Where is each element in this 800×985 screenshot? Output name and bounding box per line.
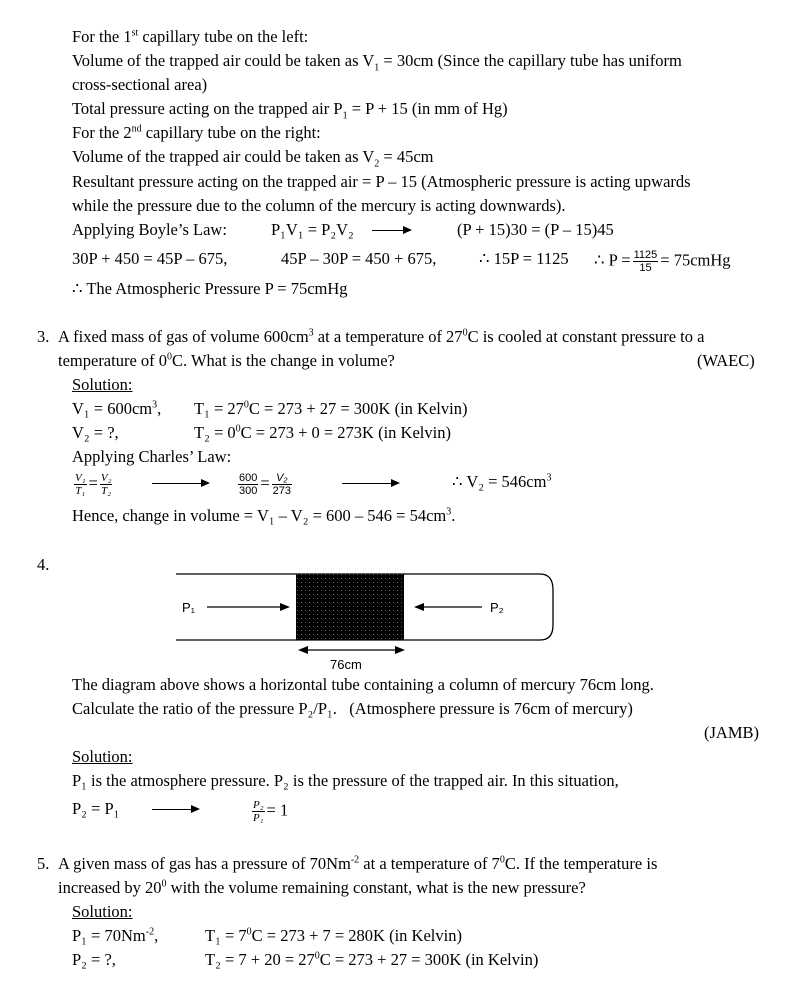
q5-question-line-1: A given mass of gas has a pressure of $70Nm^{-2}$ at a temperature of $7^0C$. If the temperature is [58,854,658,873]
p2-line-6: Volume of the trapped air could be taken as $V_2 = 45cm$ [72,147,434,170]
q5-question-line-2: increased by $20^0$ with the volume remaining constant, what is the new pressure? [58,878,586,897]
q3-solution-heading: Solution: [72,375,133,394]
arrow-icon [342,483,398,484]
p2-line-1: For the 1st capillary tube on the left: [72,27,309,46]
arrow-left-icon [298,646,308,654]
p2-line-2: Volume of the trapped air could be taken as $V_1 = 30cm$ (Since the capillary tube has uniform [72,51,682,74]
mercury-tube-diagram [160,565,570,677]
q3-given-t1: $T_1 = 27^0C = 273 + 27 = 300K$ (in Kelvin) [194,399,468,418]
diagram-length-label: 76cm [330,657,362,672]
q3-question-line-2: temperature of $0^0C$. What is the change in volume? [58,351,395,370]
q3-charles-formula: $\frac{\text{V₁}}{\text{T₁}}$ = $\frac{\text{V₂}}{\text{T₂}}$ [75,472,112,497]
q4-solution-heading: Solution: [72,747,133,766]
q5-given-t2: $T_2 = 7 + 20 = 27^0C = 273 + 27 = 300K$ (in Kelvin) [205,950,539,969]
p2-boyle-substitution: (P + 15)30 = (P – 15)45 [457,220,614,239]
diagram-label-p1: P₁ [182,600,196,615]
q4-description-line-2: Calculate the ratio of the pressure P₂/P₁. (Atmosphere pressure is 76cm of mercury) [72,699,633,718]
p2-line-3: cross-sectional area) [72,75,208,94]
q3-given-v2: V₂ = ?, [72,423,119,442]
q5-given-t1: $T_1 = 7^0C = 273 + 7 = 280K$ (in Kelvin) [205,926,462,945]
p2-boyle-label: Applying Boyle’s Law: [72,220,227,239]
arrow-icon [372,230,410,231]
arrow-right-icon [280,603,290,611]
q3-result-v2: ∴ $V_2 = 546cm^3$ [452,472,552,491]
diagram-label-p2: P₂ [490,600,504,615]
q3-change-in-volume: Hence, change in volume = $V_1 - V_2 = 600 - 546 = 54cm^3$. [72,506,456,525]
q5-given-p1: $P_1 = 70Nm^{-2}$, [72,926,159,945]
q4-source: (JAMB) [704,723,760,742]
arrow-icon [152,809,198,810]
q5-given-p2: P₂ = ?, [72,950,116,969]
arrow-right-icon [395,646,405,654]
q3-question-line-1: A fixed mass of gas of volume $600cm^3$ at a temperature of $27^0C$ is cooled at constant pressure to a [58,327,705,346]
q4-solution-equation: P₂ = P₁ [72,799,120,818]
p2-conclusion: ∴ The Atmospheric Pressure P = 75cmHg [72,279,348,298]
mercury-column [296,574,404,640]
q3-charles-label: Applying Charles’ Law: [72,447,232,466]
p2-step-4: ∴ P = $\frac{1125}{15}$ = 75cmHg [594,249,731,274]
q4-number: 4. [37,555,50,574]
q3-number: 3. [37,327,50,346]
p2-step-2: 45P – 30P = 450 + 675, [281,249,437,268]
q5-number: 5. [37,854,50,873]
arrow-icon [152,483,208,484]
p2-boyle-formula: P₁V₁ = P₂V₂ [271,220,354,239]
q3-given-t2: $T_2 = 0^0C = 273 + 0 = 273K$ (in Kelvin) [194,423,451,442]
p2-step-1: 30P + 450 = 45P – 675, [72,249,228,268]
q4-description-line-1: The diagram above shows a horizontal tube containing a column of mercury 76cm long. [72,675,654,694]
q5-solution-heading: Solution: [72,902,133,921]
p2-line-8: while the pressure due to the column of the mercury is acting downwards). [72,196,566,215]
q4-solution-line-1: P₁ is the atmosphere pressure. P₂ is the pressure of the trapped air. In this situation, [72,771,619,790]
q3-source: (WAEC) [697,351,755,370]
p2-line-7: Resultant pressure acting on the trapped air = P – 15 (Atmospheric pressure is acting upwards [72,172,691,191]
arrow-left-icon [414,603,424,611]
q3-given-v1: $V_1 = 600cm^3$, [72,399,162,418]
q4-solution-ratio: $\frac{\text{P₂}}{\text{P₁}}$ = 1 [253,799,289,824]
p2-line-5: For the 2nd capillary tube on the right: [72,123,321,142]
p2-step-3: ∴ 15P = 1125 [479,249,569,268]
q3-charles-substitution: $\frac{600}{300}$ = $\frac{\text{V₂}}{273}$ [239,472,292,497]
p2-line-4: Total pressure acting on the trapped air $P_1 = P + 15$ (in mm of Hg) [72,99,508,122]
